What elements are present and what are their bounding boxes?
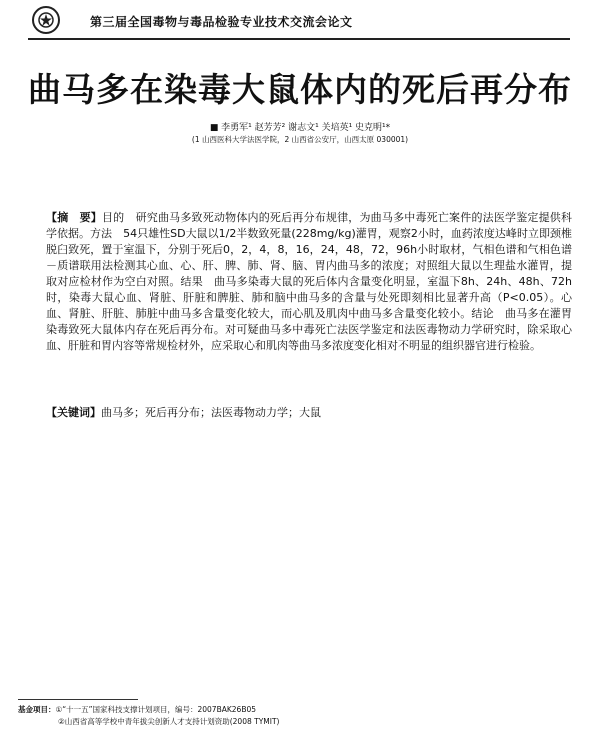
keywords-section (46, 405, 572, 421)
footnote-line-2: ②山西省高等学校中青年拔尖创新人才支持计划资助(2008 TYMIT) (58, 717, 280, 726)
footnote-divider (18, 699, 138, 700)
emblem-logo-icon (32, 6, 60, 34)
keywords-label: 【关键词】 (46, 406, 101, 419)
keywords-text: 曲马多；死后再分布；法医毒物动力学；大鼠 (101, 406, 321, 419)
footnote-line-1: ①“十一五”国家科技支撑计划项目，编号：2007BAK26B05 (55, 705, 257, 714)
journal-line: 第三届全国毒物与毒品检验专业技术交流会论文 (90, 15, 353, 29)
paper-title: 曲马多在染毒大鼠体内的死后再分布 (28, 70, 572, 109)
affiliation: (1 山西医科大学法医学院，2 山西省公安厅，山西太原 030001) (191, 135, 409, 144)
author-list: ■ 李勇军¹ 赵芳芳² 谢志文¹ 关培英¹ 史克明¹* (209, 123, 391, 133)
abstract-text: 目的 研究曲马多致死动物体内的死后再分布规律，为曲马多中毒死亡案件的法医学鉴定提供科学依据。方法 54只雄性SD大鼠以1/2半数致死量(228mg/kg)灌胃，观察2小时，血药浓度达峰时立即颈椎脱臼致死，置于室温下，分别于死后0，2，4，8，16，24，48，72，96h小时取材，气相色谱和气相色谱－质谱联用法检测其心血、心、肝、脾、肺、肾、脑、胃内曲马多的浓度；对照组大鼠以生理盐水灌胃，提取对应检材作为空白对照。结果 曲马多染毒大鼠的死后体内含量变化明显，室温下8h、24h、48h、72h时，染毒大鼠心血、肾脏、肝脏和脾脏、肺和脑中曲马多的含量与处死即刻相比显著升高（P<0.05）。心血、肾脏、肝脏、肺脏中曲马多含量变化较大，而心肌及肌肉中曲马多含量变化较小。结论 曲马多在灌胃染毒致死大鼠体内存在死后再分布。对可疑曲马多中毒死亡法医学鉴定和法医毒物动力学研究时，除采取心血、肝脏和胃内容等常规检材外，应采取心和肌肉等曲马多浓度变化相对不明显的组织器官进行检验。 (46, 211, 573, 352)
abstract-label: 【摘 要】 (46, 211, 102, 224)
abstract-section (46, 210, 572, 354)
footnote-label: 基金项目： (18, 705, 56, 714)
running-header (28, 4, 570, 40)
funding-footnote (18, 704, 572, 728)
